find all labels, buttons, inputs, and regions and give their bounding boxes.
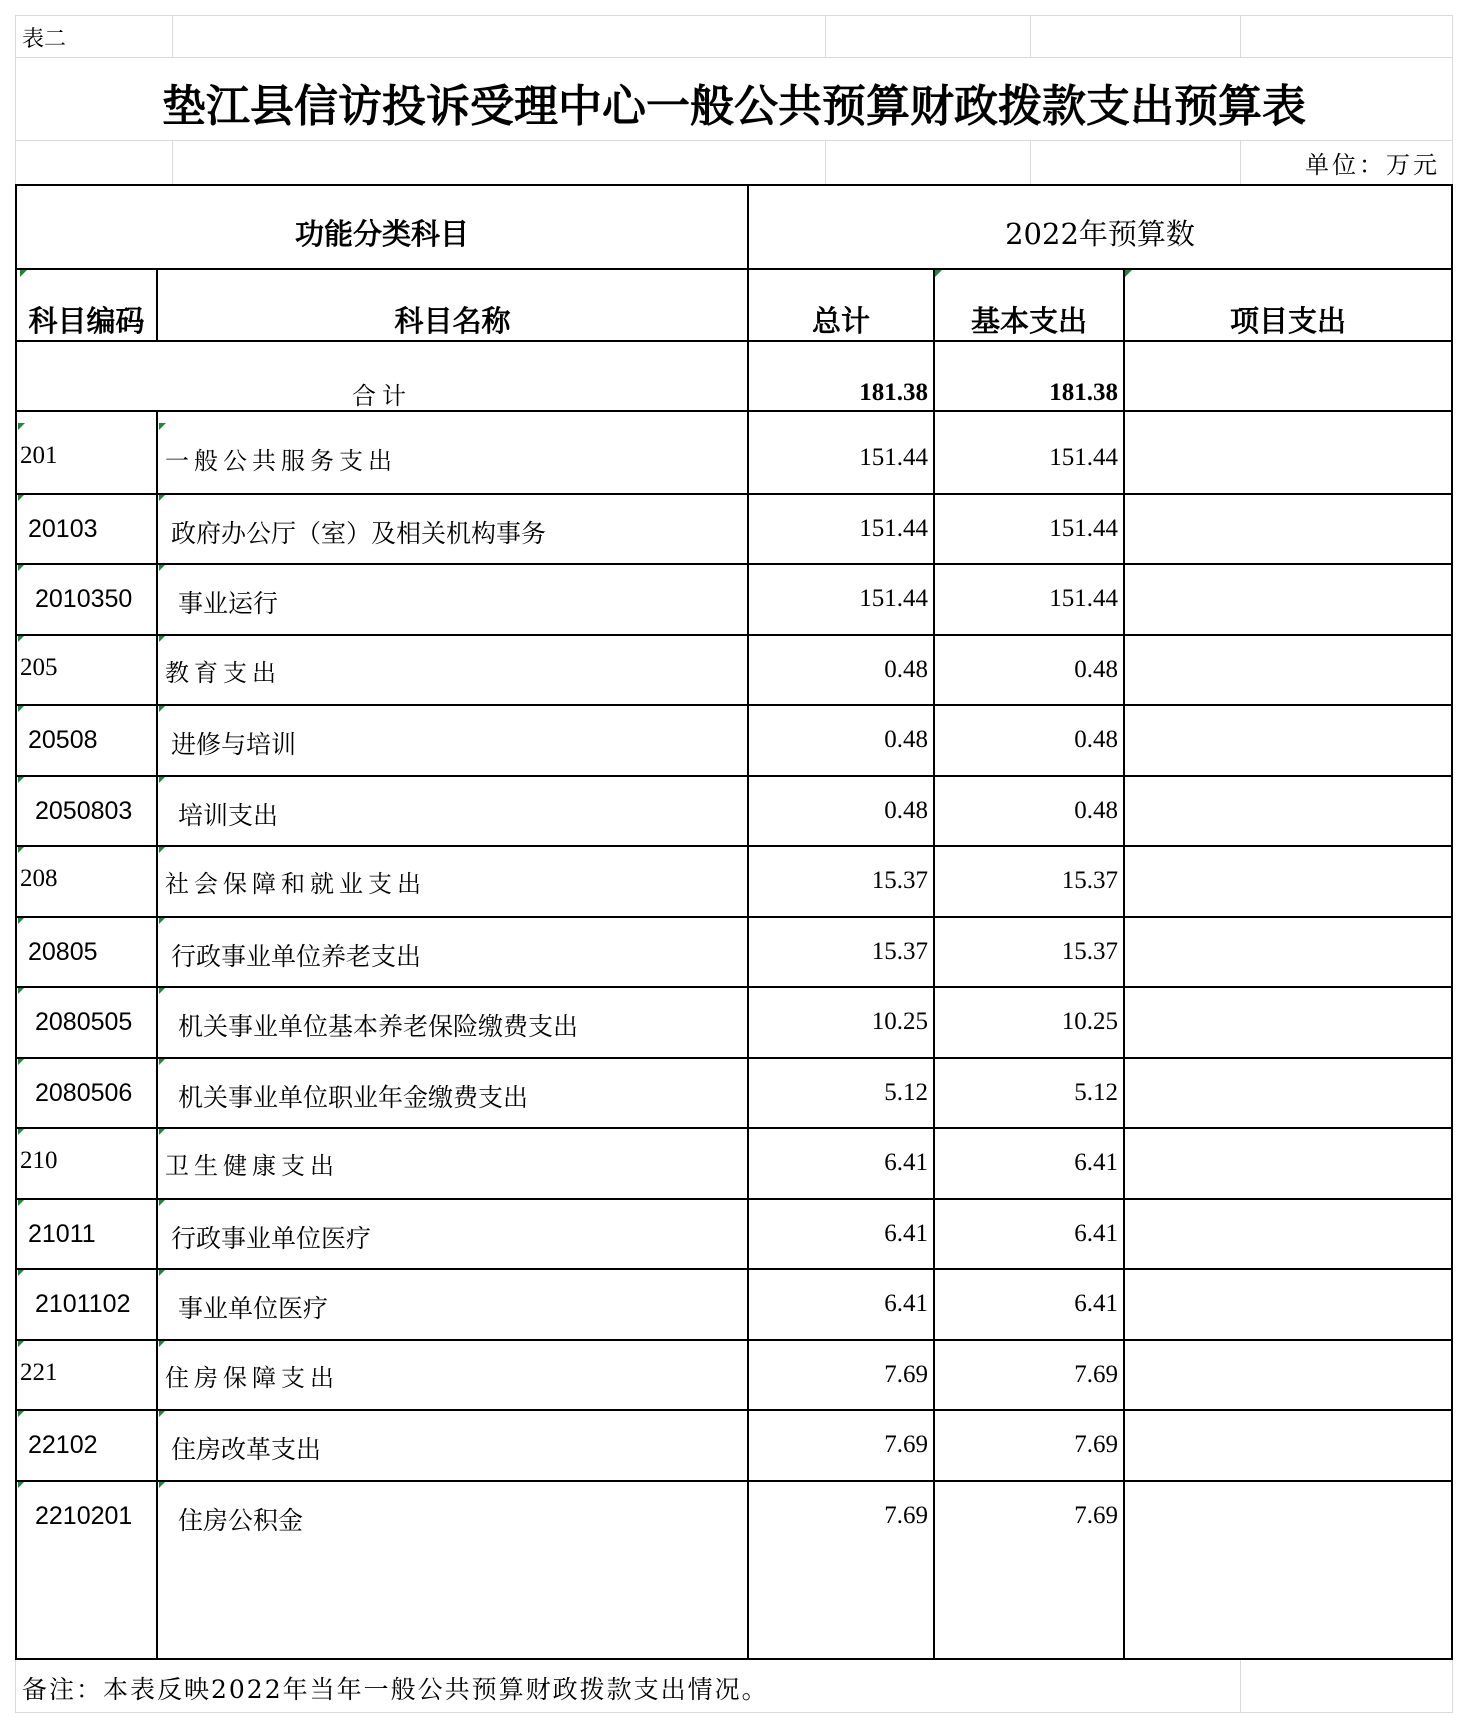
subject-code: 221 [20, 1358, 58, 1386]
table-row [17, 704, 1451, 775]
table-row [17, 916, 1451, 987]
amount-total: 5.12 [884, 1078, 928, 1106]
row-border [17, 1480, 1451, 1482]
subject-name: 机关事业单位基本养老保险缴费支出 [178, 1012, 579, 1041]
header-col-basic: 基本支出 [970, 304, 1087, 338]
cell-marker-icon [159, 705, 166, 712]
cell-marker-icon [18, 1410, 25, 1417]
subject-name: 行政事业单位医疗 [171, 1223, 372, 1253]
cell-marker-icon [159, 564, 166, 571]
table-row [17, 1480, 1451, 1551]
amount-total: 0.48 [884, 655, 928, 683]
amount-total: 151.44 [859, 585, 928, 612]
table-row [17, 563, 1451, 634]
table-row [17, 493, 1451, 564]
row-border [17, 268, 1451, 270]
cell-marker-icon [18, 564, 25, 571]
subject-code: 2080505 [35, 1008, 133, 1036]
budget-table [15, 184, 1453, 1660]
subject-name: 政府办公厅（室）及相关机构事务 [171, 518, 547, 548]
cell-marker-icon [159, 846, 166, 853]
cell-marker-icon [18, 776, 25, 783]
row-border [17, 916, 1451, 918]
table-row [17, 775, 1451, 846]
subject-name: 进修与培训 [171, 730, 297, 759]
amount-total: 10.25 [871, 1008, 928, 1035]
cell-marker-icon [18, 1058, 25, 1065]
cell-marker-icon [18, 917, 25, 924]
subject-code: 201 [20, 442, 58, 469]
subject-code: 208 [20, 865, 58, 892]
subject-name: 住房保障支出 [165, 1363, 339, 1392]
header-group-functional: 功能分类科目 [294, 217, 469, 251]
subject-name: 培训支出 [178, 800, 279, 830]
row-border [17, 1268, 1451, 1270]
table-row [17, 1268, 1451, 1339]
subject-code: 2010350 [35, 585, 133, 613]
cell-marker-icon [159, 1269, 166, 1276]
cell-marker-icon [18, 1269, 25, 1276]
cell-marker-icon [159, 917, 166, 924]
amount-total: 6.41 [884, 1149, 928, 1176]
table-label: 表二 [22, 27, 67, 52]
subject-code: 20508 [28, 726, 98, 754]
amount-total: 151.44 [859, 444, 928, 471]
total-row-merge [156, 342, 158, 410]
table-row [17, 422, 1451, 493]
cell-marker-icon [159, 494, 166, 501]
cell-marker-icon [18, 846, 25, 853]
page-title: 垫江县信访投诉受理中心一般公共预算财政拨款支出预算表 [162, 81, 1306, 132]
cell-marker-icon [18, 1199, 25, 1206]
subject-name: 行政事业单位养老支出 [171, 941, 422, 971]
amount-basic: 6.41 [1074, 1290, 1118, 1317]
cell-marker-icon [159, 1481, 166, 1488]
cell-marker-icon [18, 1340, 25, 1347]
cell-marker-icon [18, 494, 25, 501]
row-border [17, 1127, 1451, 1129]
row-border [17, 1057, 1451, 1059]
cell-marker-icon [159, 987, 166, 994]
column-border [747, 186, 749, 1658]
row-border [17, 986, 1451, 988]
amount-basic: 7.69 [1074, 1431, 1118, 1458]
amount-basic: 7.69 [1074, 1501, 1118, 1529]
footnote: 备注：本表反映2022年当年一般公共预算财政拨款支出情况。 [22, 1675, 769, 1704]
subject-name: 教育支出 [165, 658, 281, 687]
subject-code: 21011 [28, 1219, 96, 1248]
amount-total: 15.37 [871, 937, 928, 965]
cell-marker-icon [159, 776, 166, 783]
amount-total: 6.41 [884, 1290, 928, 1317]
amount-basic: 6.41 [1074, 1219, 1118, 1247]
amount-basic: 151.44 [1049, 514, 1118, 542]
total-row-total: 181.38 [859, 379, 928, 406]
amount-basic: 7.69 [1074, 1360, 1118, 1388]
header-col-code: 科目编码 [28, 304, 145, 338]
row-border [17, 1339, 1451, 1341]
total-row-basic: 181.38 [1049, 379, 1118, 406]
column-border [933, 268, 935, 1658]
subject-name: 卫生健康支出 [165, 1152, 339, 1180]
amount-total: 0.48 [884, 726, 928, 753]
cell-marker-icon [1125, 270, 1132, 277]
amount-basic: 151.44 [1049, 444, 1118, 471]
row-border [17, 775, 1451, 777]
amount-total: 7.69 [884, 1431, 928, 1458]
subject-code: 2050803 [35, 796, 133, 825]
header-group-budget: 2022年预算数 [1005, 217, 1195, 251]
cell-marker-icon [20, 270, 27, 277]
table-row [17, 1057, 1451, 1128]
row-border [17, 634, 1451, 636]
column-border [1123, 268, 1125, 1658]
subject-code: 20103 [28, 514, 98, 543]
column-border [156, 268, 158, 1658]
header-col-project: 项目支出 [1229, 304, 1346, 338]
cell-marker-icon [159, 423, 166, 430]
amount-total: 15.37 [871, 867, 928, 894]
header-col-name: 科目名称 [394, 304, 511, 338]
amount-basic: 15.37 [1061, 867, 1118, 894]
amount-basic: 10.25 [1061, 1008, 1118, 1035]
cell-marker-icon [159, 635, 166, 642]
amount-total: 151.44 [859, 514, 928, 542]
row-border [17, 1409, 1451, 1411]
subject-code: 22102 [28, 1431, 98, 1459]
amount-basic: 5.12 [1074, 1078, 1118, 1106]
row-border [17, 704, 1451, 706]
unit-label: 单位：万元 [1305, 151, 1440, 179]
amount-total: 6.41 [884, 1219, 928, 1247]
row-border [17, 563, 1451, 565]
amount-basic: 6.41 [1074, 1149, 1118, 1176]
cell-marker-icon [18, 705, 25, 712]
table-row [17, 1339, 1451, 1410]
subject-code: 2080506 [35, 1078, 133, 1107]
amount-total: 7.69 [884, 1501, 928, 1529]
subject-name: 一般公共服务支出 [165, 447, 397, 475]
amount-basic: 0.48 [1074, 726, 1118, 753]
subject-name: 事业单位医疗 [178, 1294, 329, 1323]
header-col-total: 总计 [811, 304, 870, 338]
row-border [17, 845, 1451, 847]
row-border [17, 340, 1451, 342]
table-row [17, 634, 1451, 705]
subject-code: 20805 [28, 937, 98, 966]
amount-total: 7.69 [884, 1360, 928, 1388]
row-border [17, 493, 1451, 495]
cell-marker-icon [159, 1199, 166, 1206]
amount-basic: 15.37 [1061, 937, 1118, 965]
amount-basic: 151.44 [1049, 585, 1118, 612]
cell-marker-icon [18, 1128, 25, 1135]
cell-marker-icon [18, 635, 25, 642]
subject-code: 2101102 [35, 1290, 131, 1318]
subject-name: 住房公积金 [178, 1505, 304, 1535]
cell-marker-icon [159, 1340, 166, 1347]
table-row [17, 1198, 1451, 1269]
subject-name: 机关事业单位职业年金缴费支出 [178, 1082, 529, 1112]
subject-name: 住房改革支出 [171, 1435, 322, 1464]
total-row-label: 合计 [352, 382, 412, 410]
subject-code: 2210201 [35, 1501, 133, 1530]
row-border [17, 1198, 1451, 1200]
amount-basic: 0.48 [1074, 655, 1118, 683]
cell-marker-icon [935, 270, 942, 277]
subject-name: 社会保障和就业支出 [165, 870, 426, 898]
amount-basic: 0.48 [1074, 796, 1118, 824]
cell-marker-icon [159, 1128, 166, 1135]
amount-total: 0.48 [884, 796, 928, 824]
row-border [17, 410, 1451, 412]
subject-code: 210 [20, 1147, 58, 1174]
cell-marker-icon [18, 423, 25, 430]
cell-marker-icon [159, 1058, 166, 1065]
cell-marker-icon [159, 1410, 166, 1417]
table-row [17, 845, 1451, 916]
table-row [17, 986, 1451, 1057]
table-row [17, 1409, 1451, 1480]
subject-name: 事业运行 [178, 589, 279, 618]
table-row [17, 1127, 1451, 1198]
cell-marker-icon [18, 987, 25, 994]
cell-marker-icon [18, 1481, 25, 1488]
subject-code: 205 [20, 653, 58, 681]
